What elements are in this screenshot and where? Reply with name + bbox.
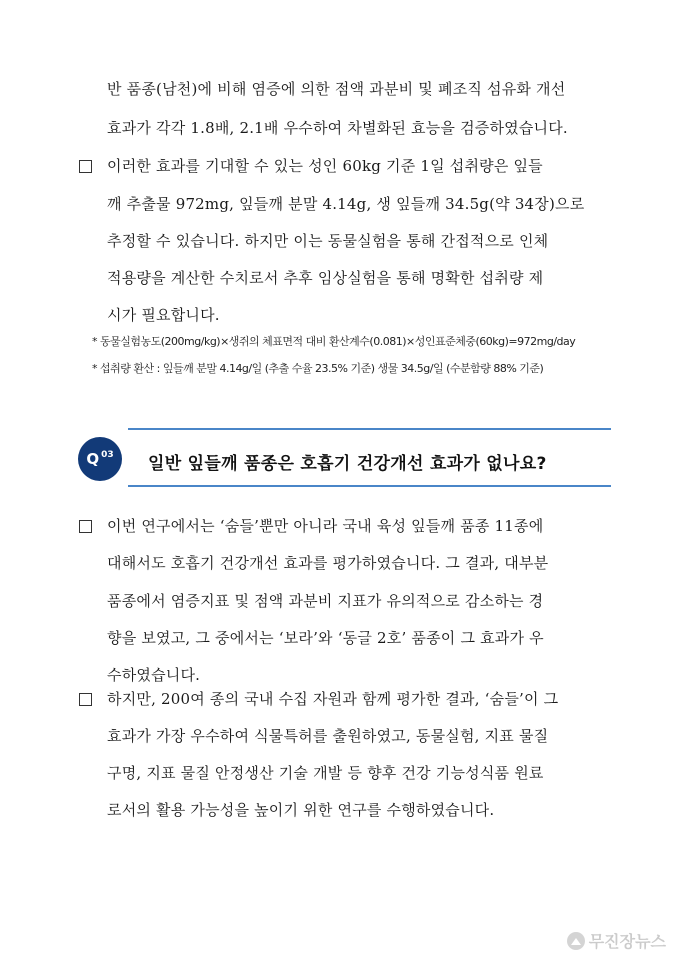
footnote: * 섭취량 환산 : 잎들깨 분말 4.14g/일 (추출 수율 23.5% 기준) 생물 34.5g/일 (수분함량 88% 기준) xyxy=(92,362,544,375)
question-rule-bottom xyxy=(128,485,611,487)
bullet-box-icon xyxy=(79,160,92,173)
para3-line: 로서의 활용 가능성을 높이기 위한 연구를 수행하였습니다. xyxy=(107,801,495,819)
para1-line: 이러한 효과를 기대할 수 있는 성인 60kg 기준 1일 섭취량은 잎들 xyxy=(107,157,543,175)
para3-line: 구명, 지표 물질 안정생산 기술 개발 등 향후 건강 기능성식품 원료 xyxy=(107,764,544,782)
para1-line: 추정할 수 있습니다. 하지만 이는 동물실험을 통해 간접적으로 인체 xyxy=(107,232,549,250)
question-title: 일반 잎들깨 품종은 호흡기 건강개선 효과가 없나요? xyxy=(148,454,547,474)
bullet-box-icon xyxy=(79,693,92,706)
question-badge-letter: Q xyxy=(86,450,100,468)
para2-line: 품종에서 염증지표 및 점액 과분비 지표가 유의적으로 감소하는 경 xyxy=(107,592,544,610)
question-badge-number: 03 xyxy=(101,450,114,460)
para1-line: 시가 필요합니다. xyxy=(107,306,220,324)
question-badge xyxy=(78,437,122,481)
question-rule-top xyxy=(128,428,611,430)
para2-line: 수하였습니다. xyxy=(107,666,201,684)
para3-line: 효과가 가장 우수하여 식물특허를 출원하였고, 동물실험, 지표 물질 xyxy=(107,727,549,745)
footnote: * 동물실험농도(200mg/kg)×생쥐의 체표면적 대비 환산계수(0.081)×성인표준체중(60kg)=972mg/day xyxy=(92,335,576,348)
intro-line: 반 품종(남천)에 비해 염증에 의한 점액 과분비 및 폐조직 섬유화 개선 xyxy=(107,80,566,98)
bullet-box-icon xyxy=(79,520,92,533)
para2-line: 이번 연구에서는 ‘숨들’뿐만 아니라 국내 육성 잎들깨 품종 11종에 xyxy=(107,517,544,535)
para2-line: 대해서도 호흡기 건강개선 효과를 평가하였습니다. 그 결과, 대부분 xyxy=(107,554,549,572)
watermark xyxy=(567,929,666,952)
watermark-text: 무진장뉴스 xyxy=(588,932,666,951)
para1-line: 적용량을 계산한 수치로서 추후 임상실험을 통해 명확한 섭취량 제 xyxy=(107,269,544,287)
mountain-logo-icon xyxy=(567,932,585,950)
para2-line: 향을 보였고, 그 중에서는 ‘보라’와 ‘동글 2호’ 품종이 그 효과가 우 xyxy=(107,629,544,647)
para3-line: 하지만, 200여 종의 국내 수집 자원과 함께 평가한 결과, ‘숨들’이 그 xyxy=(107,690,559,708)
intro-line: 효과가 각각 1.8배, 2.1배 우수하여 차별화된 효능을 검증하였습니다. xyxy=(107,119,568,137)
para1-line: 깨 추출물 972mg, 잎들깨 분말 4.14g, 생 잎들깨 34.5g(약 34장)으로 xyxy=(107,195,585,213)
